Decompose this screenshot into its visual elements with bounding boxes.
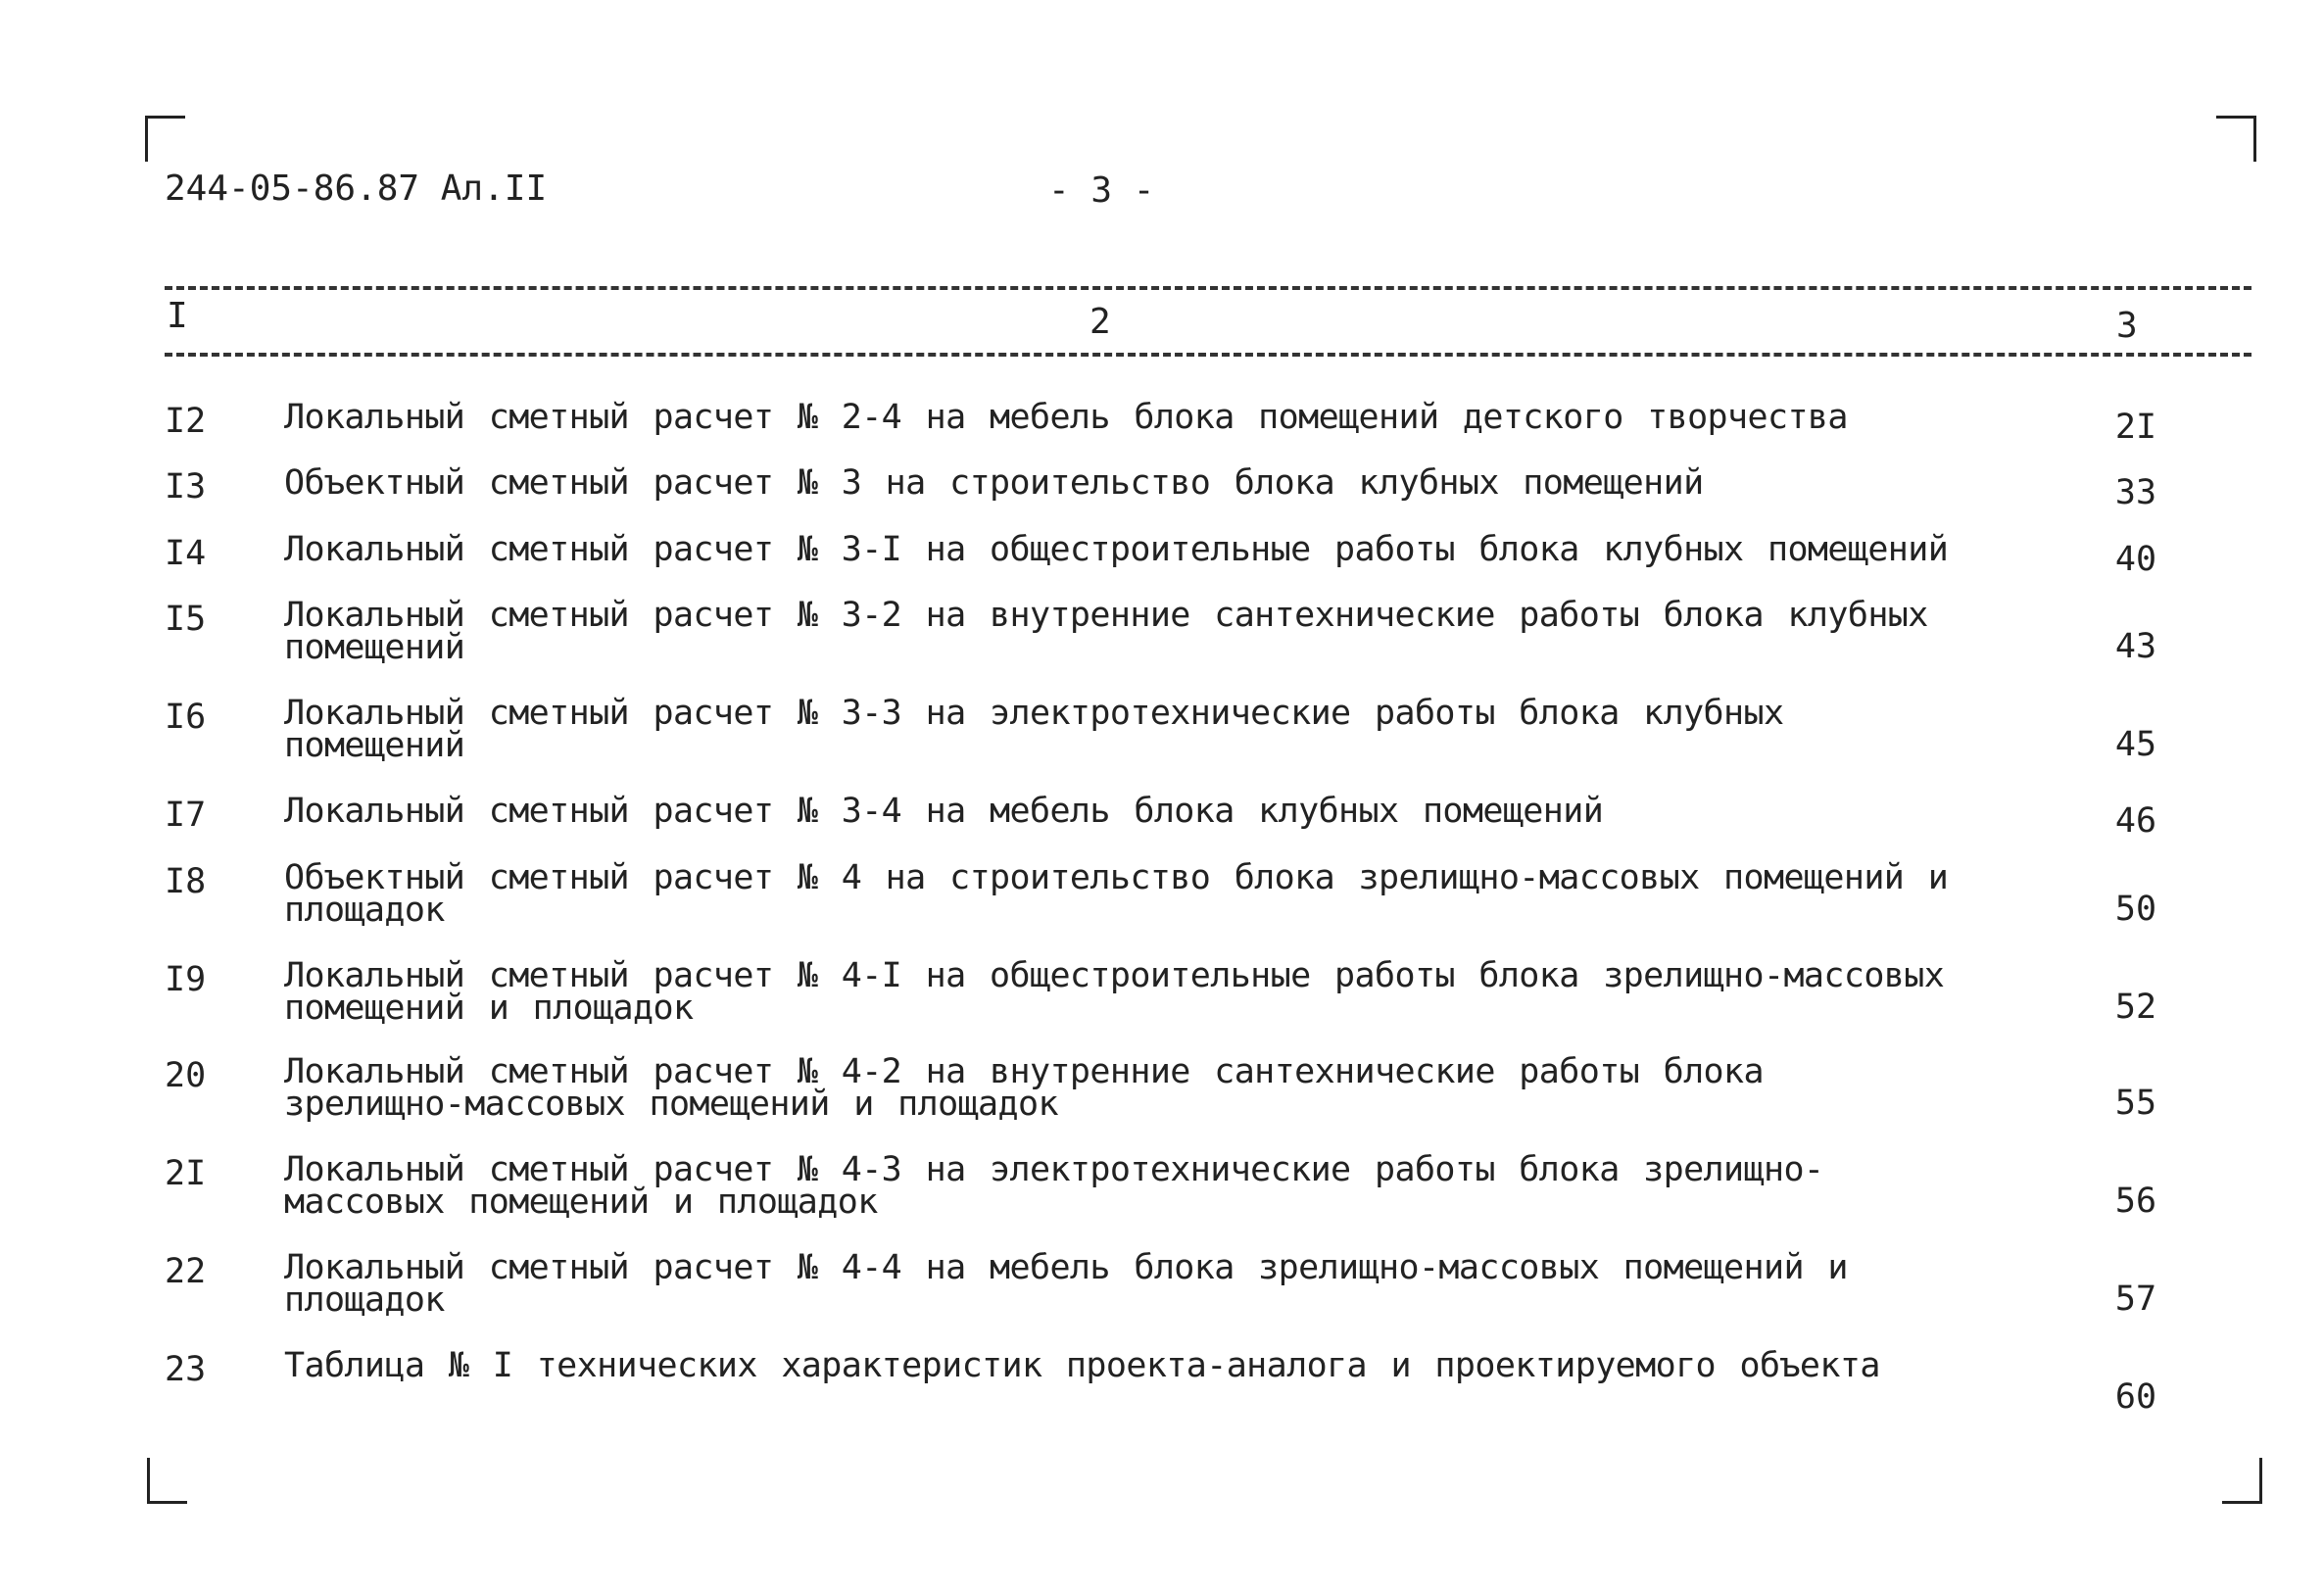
- entry-page: 2I: [2114, 408, 2157, 447]
- corner-mark-bottom-right: [2222, 1458, 2262, 1504]
- corner-mark-bottom-left: [147, 1458, 187, 1504]
- entry-title: Локальный сметный расчет № 3-3 на электротехнические работы блока клубных помещений: [284, 694, 1784, 765]
- entry-title: Локальный сметный расчет № 3-I на общестроительные работы блока клубных помещений: [284, 530, 1949, 569]
- entry-number: I3: [165, 467, 207, 507]
- page-number: - 3 -: [1048, 170, 1155, 211]
- table-row: [0, 1052, 2324, 1144]
- entry-title: Объектный сметный расчет № 3 на строительство блока клубных помещений: [284, 463, 1704, 503]
- entry-title: Локальный сметный расчет № 4-4 на мебель блока зрелищно-массовых помещений и площадок: [284, 1248, 1848, 1320]
- entry-page: 55: [2114, 1084, 2157, 1123]
- entry-title: Локальный сметный расчет № 2-4 на мебель блока помещений детского творчества: [284, 398, 1848, 437]
- entry-page: 60: [2114, 1377, 2157, 1417]
- table-row: [0, 1248, 2324, 1340]
- entry-title: Локальный сметный расчет № 4-2 на внутренние сантехнические работы блока зрелищно-массовых помещений и площадок: [284, 1052, 1764, 1124]
- entry-page: 33: [2114, 473, 2157, 512]
- entry-page: 56: [2114, 1182, 2157, 1221]
- entry-page: 40: [2114, 540, 2157, 579]
- table-row: [0, 596, 2324, 688]
- table-row: [0, 956, 2324, 1048]
- table-row: [0, 1150, 2324, 1242]
- entry-page: 43: [2114, 627, 2157, 666]
- entry-number: I5: [165, 600, 207, 639]
- entry-title: Локальный сметный расчет № 3-4 на мебель блока клубных помещений: [284, 792, 1604, 831]
- entry-number: I8: [165, 862, 207, 901]
- entry-title: Локальный сметный расчет № 4-I на общестроительные работы блока зрелищно-массовых помещений и площадок: [284, 956, 1945, 1028]
- entry-number: I2: [165, 402, 207, 441]
- column-header-page: 3: [2116, 306, 2138, 346]
- entry-number: I7: [165, 796, 207, 835]
- entry-title: Локальный сметный расчет № 4-3 на электротехнические работы блока зрелищно-массовых помещений и площадок: [284, 1150, 1824, 1222]
- entry-number: I4: [165, 534, 207, 573]
- corner-mark-top-left: [145, 116, 185, 162]
- entry-number: I6: [165, 698, 207, 737]
- document-code: 244-05-86.87 Ал.II: [165, 169, 548, 209]
- entry-number: 22: [165, 1252, 207, 1291]
- table-row: [0, 694, 2324, 786]
- table-row: [0, 858, 2324, 950]
- entry-page: 46: [2114, 801, 2157, 841]
- entry-number: 2I: [165, 1154, 207, 1193]
- table-top-divider: [165, 286, 2251, 290]
- entry-number: I9: [165, 960, 207, 999]
- entry-page: 45: [2114, 725, 2157, 764]
- column-header-number: I: [167, 296, 188, 336]
- entry-page: 52: [2114, 988, 2157, 1027]
- entry-page: 57: [2114, 1279, 2157, 1319]
- entry-number: 23: [165, 1350, 207, 1389]
- entry-title: Локальный сметный расчет № 3-2 на внутренние сантехнические работы блока клубных помещений: [284, 596, 1928, 667]
- column-header-title: 2: [1089, 302, 1111, 342]
- table-header-divider: [165, 353, 2251, 357]
- corner-mark-top-right: [2216, 116, 2256, 162]
- entry-title: Таблица № I технических характеристик проекта-аналога и проектируемого объекта: [284, 1346, 1880, 1385]
- entry-number: 20: [165, 1056, 207, 1095]
- entry-page: 50: [2114, 890, 2157, 929]
- table-row: [0, 1346, 2324, 1438]
- entry-title: Объектный сметный расчет № 4 на строительство блока зрелищно-массовых помещений и площадок: [284, 858, 1949, 930]
